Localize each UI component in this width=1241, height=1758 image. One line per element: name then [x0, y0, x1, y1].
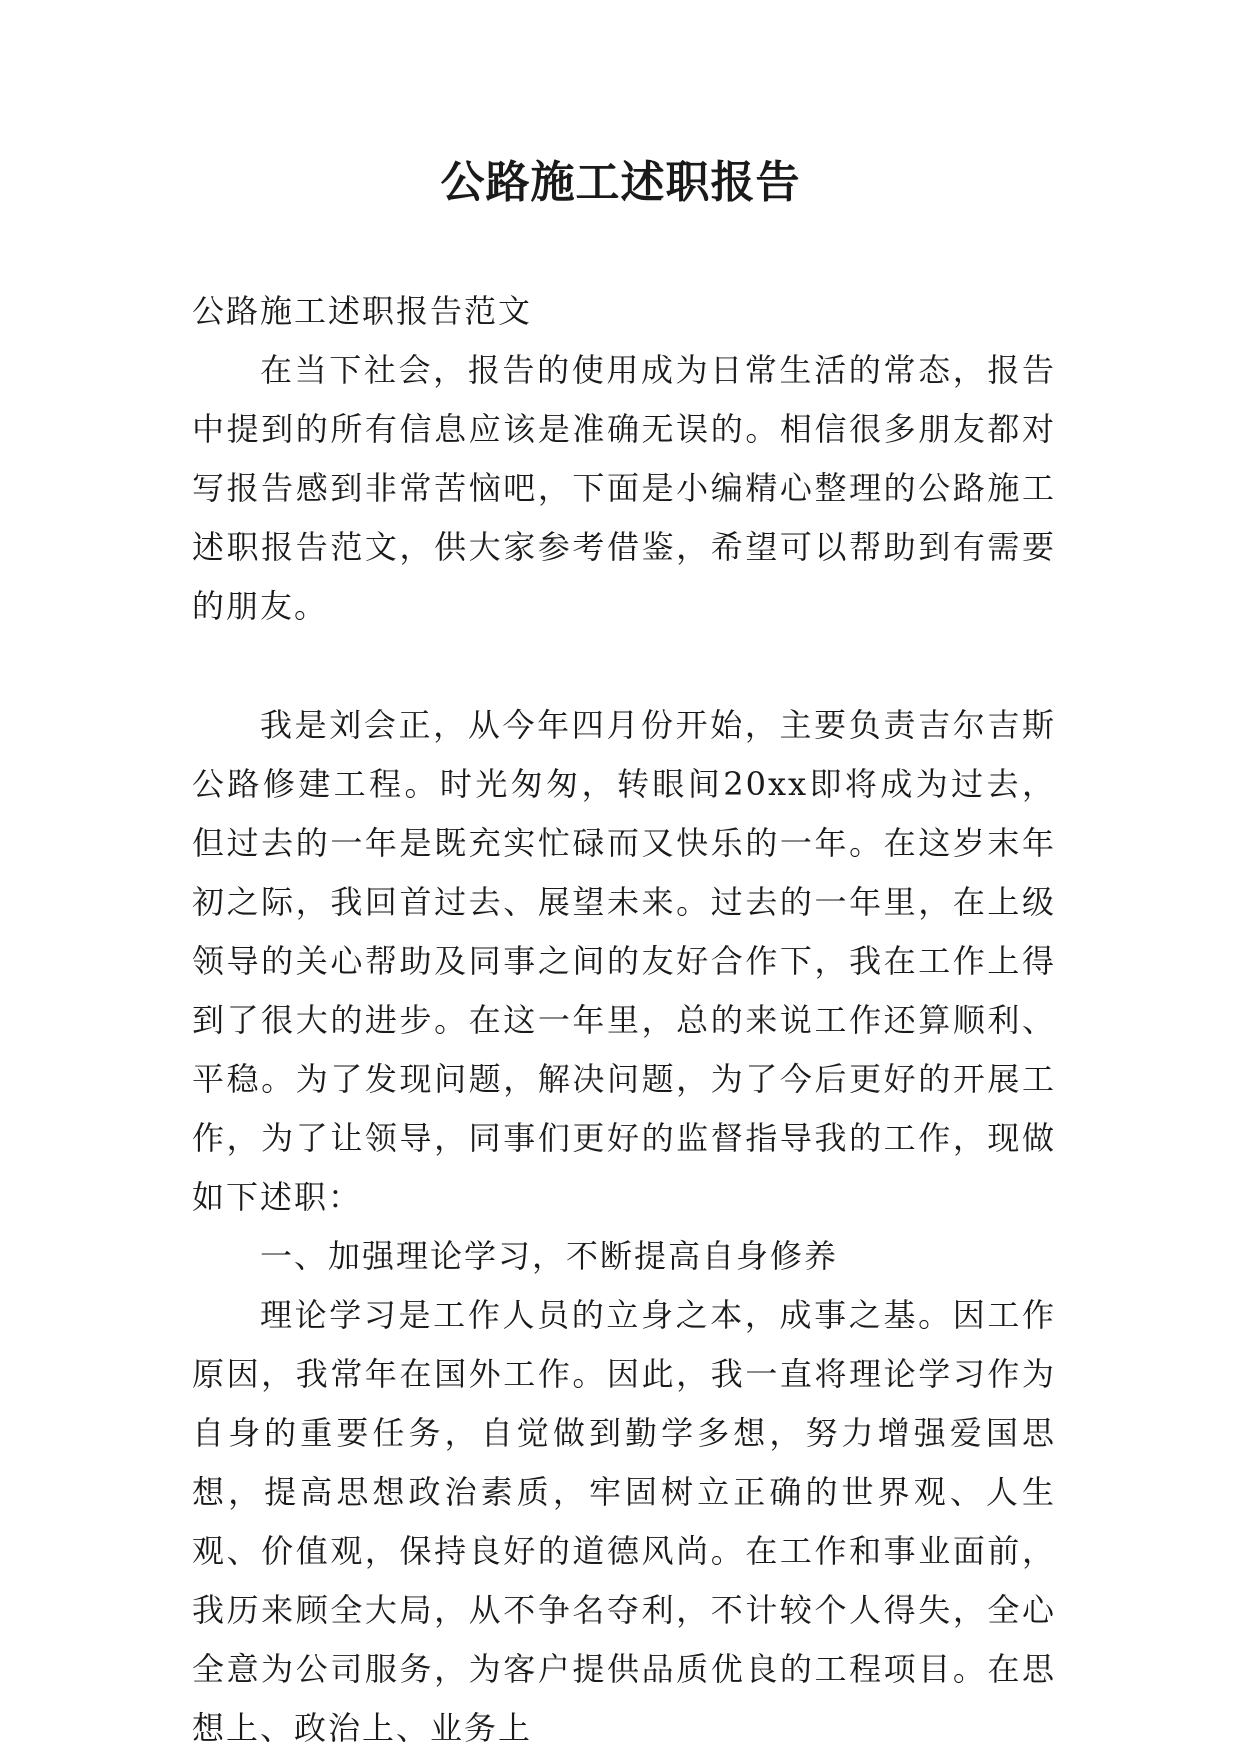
document-body [192, 282, 1056, 1758]
section-heading-1: 一、加强理论学习，不断提高自身修养 [260, 1237, 839, 1275]
body-paragraph-2: 理论学习是工作人员的立身之本，成事之基。因工作原因，我常年在国外工作。因此，我一直将理论学习作为自身的重要任务，自觉做到勤学多想，努力增强爱国思想，提高思想政治素质，牢固树立正确的世界观、人生观、价值观，保持良好的道德风尚。在工作和事业面前，我历来顾全大局，从不争名夺利，不计较个人得失，全心全意为公司服务，为客户提供品质优良的工程项目。在思想上、政治上、业务上 [192, 1296, 1056, 1747]
body-paragraph-1: 我是刘会正，从今年四月份开始，主要负责吉尔吉斯公路修建工程。时光匆匆，转眼间20xx即将成为过去，但过去的一年是既充实忙碌而又快乐的一年。在这岁末年初之际，我回首过去、展望未来。过去的一年里，在上级领导的关心帮助及同事之间的友好合作下，我在工作上得到了很大的进步。在这一年里，总的来说工作还算顺利、平稳。为了发现问题，解决问题，为了今后更好的开展工作，为了让领导，同事们更好的监督指导我的工作，现做如下述职： [192, 706, 1056, 1216]
paragraph-spacer [192, 636, 1056, 696]
document-subtitle: 公路施工述职报告范文 [192, 292, 533, 330]
document-title: 公路施工述职报告 [440, 157, 801, 208]
intro-paragraph: 在当下社会，报告的使用成为日常生活的常态，报告中提到的所有信息应该是准确无误的。相信很多朋友都对写报告感到非常苦恼吧，下面是小编精心整理的公路施工述职报告范文，供大家参考借鉴，希望可以帮助到有需要的朋友。 [192, 351, 1056, 625]
